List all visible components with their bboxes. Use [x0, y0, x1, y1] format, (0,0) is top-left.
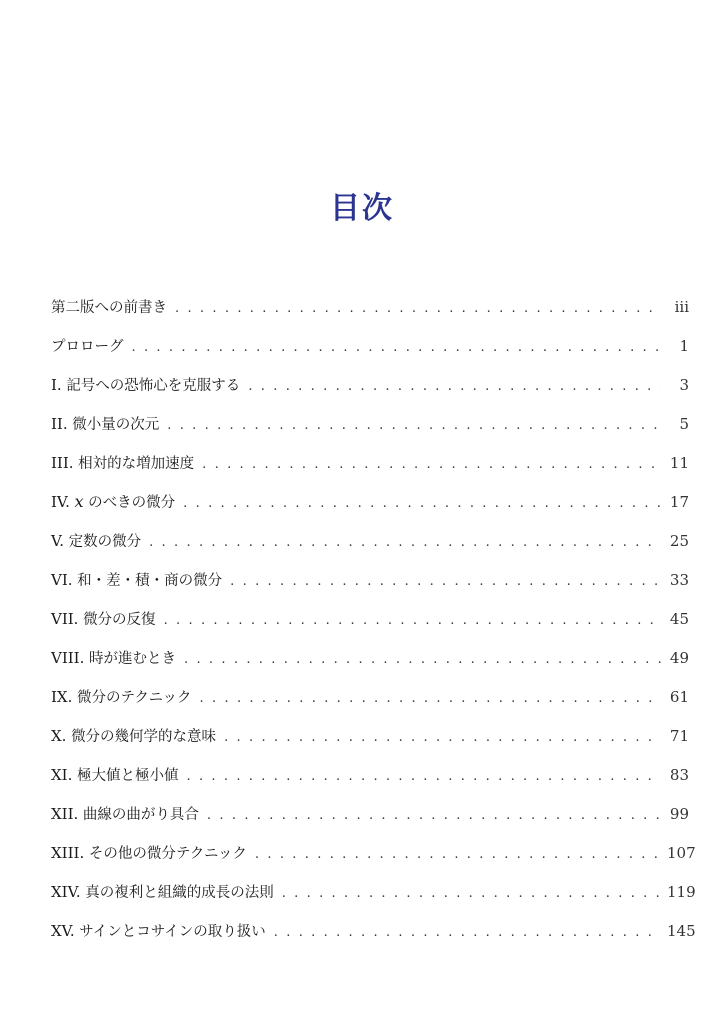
- table-of-contents: [51, 295, 696, 958]
- toc-entry[interactable]: [51, 568, 689, 607]
- page-number: 17: [669, 493, 689, 511]
- chapter-title: 微分のテクニック: [76, 690, 192, 706]
- page-number: 1: [679, 337, 689, 355]
- chapter-title: 極大値と極小値: [76, 768, 179, 784]
- toc-entry-label: [51, 568, 222, 593]
- toc-entry-label: [51, 451, 194, 476]
- chapter-title: 微分の幾何学的な意味: [71, 729, 217, 745]
- toc-entry[interactable]: [51, 295, 689, 334]
- toc-entry[interactable]: [51, 724, 689, 763]
- page-number: 107: [667, 844, 696, 862]
- toc-entry-label: [51, 335, 124, 359]
- dot-leader: [224, 726, 661, 750]
- page-number: 145: [667, 922, 696, 940]
- dot-leader: [175, 297, 661, 321]
- dot-leader: [132, 336, 662, 360]
- chapter-number: X.: [51, 727, 67, 745]
- chapter-number: XIV.: [51, 883, 81, 901]
- toc-entry[interactable]: [51, 841, 696, 880]
- page-number: 33: [669, 571, 689, 589]
- toc-entry-label: [51, 763, 178, 788]
- toc-entry[interactable]: [51, 763, 689, 802]
- dot-leader: [184, 648, 661, 672]
- chapter-title: のべきの微分: [88, 495, 176, 511]
- toc-entry[interactable]: [51, 529, 689, 568]
- dot-leader: [230, 570, 661, 594]
- chapter-number: V.: [51, 532, 64, 550]
- toc-entry[interactable]: [51, 685, 689, 724]
- dot-leader: [149, 531, 661, 555]
- toc-entry-label: [51, 724, 216, 749]
- chapter-number: XV.: [51, 922, 75, 940]
- page-title: 目次: [330, 191, 394, 226]
- chapter-number: XIII.: [51, 844, 85, 862]
- toc-entry[interactable]: [51, 607, 689, 646]
- dot-leader: [202, 453, 661, 477]
- dot-leader: [207, 804, 661, 828]
- toc-entry-label: [51, 919, 266, 944]
- toc-entry-label: [51, 646, 176, 671]
- toc-entry-label: [51, 296, 167, 320]
- chapter-title: 微分の反復: [83, 612, 156, 628]
- chapter-title: プロローグ: [51, 339, 124, 355]
- toc-entry[interactable]: [51, 412, 689, 451]
- chapter-number: IX.: [51, 688, 73, 706]
- chapter-title: 第二版への前書き: [51, 300, 167, 316]
- dot-leader: [200, 687, 661, 711]
- chapter-number: II.: [51, 415, 68, 433]
- chapter-title: サインとコサインの取り扱い: [79, 924, 266, 940]
- toc-entry[interactable]: [51, 646, 689, 685]
- toc-entry-label: [51, 880, 274, 905]
- math-variable: x: [74, 492, 84, 511]
- dot-leader: [167, 414, 661, 438]
- page-number: 11: [669, 454, 689, 472]
- chapter-number: XII.: [51, 805, 79, 823]
- toc-entry[interactable]: [51, 373, 689, 412]
- chapter-title: 記号への恐怖心を克服する: [66, 378, 241, 394]
- page-number: 45: [669, 610, 689, 628]
- dot-leader: [183, 492, 661, 516]
- page-number: iii: [674, 298, 689, 316]
- toc-entry[interactable]: [51, 919, 696, 958]
- page-number: 3: [679, 376, 689, 394]
- page-number: 49: [669, 649, 689, 667]
- dot-leader: [282, 882, 661, 906]
- toc-entry[interactable]: [51, 334, 689, 373]
- chapter-title: 相対的な増加速度: [78, 456, 195, 472]
- chapter-number: VI.: [51, 571, 73, 589]
- toc-entry[interactable]: [51, 802, 689, 841]
- page-number: 5: [679, 415, 689, 433]
- toc-entry[interactable]: [51, 490, 689, 529]
- dot-leader: [248, 375, 661, 399]
- chapter-number: VII.: [51, 610, 79, 628]
- dot-leader: [255, 843, 661, 867]
- chapter-number: I.: [51, 376, 62, 394]
- chapter-title: 定数の微分: [68, 534, 142, 550]
- toc-entry[interactable]: [51, 880, 696, 919]
- page-number: 61: [669, 688, 689, 706]
- dot-leader: [274, 921, 661, 945]
- toc-entry[interactable]: [51, 451, 689, 490]
- page-number: 71: [669, 727, 689, 745]
- page-number: 25: [669, 532, 689, 550]
- page-number: 119: [667, 883, 696, 901]
- dot-leader: [186, 765, 661, 789]
- chapter-number: XI.: [51, 766, 73, 784]
- chapter-title: 曲線の曲がり具合: [82, 807, 199, 823]
- page-number: 83: [669, 766, 689, 784]
- toc-entry-label: [51, 802, 199, 827]
- chapter-title: 真の複利と組織的成長の法則: [85, 885, 274, 901]
- toc-entry-label: [51, 373, 240, 398]
- toc-entry-label: [51, 412, 159, 437]
- chapter-title: 時が進むとき: [89, 651, 176, 667]
- toc-entry-label: [51, 685, 192, 710]
- toc-entry-label: [51, 607, 156, 632]
- toc-entry-label: [51, 490, 175, 515]
- toc-entry-label: [51, 529, 141, 554]
- chapter-number: VIII.: [51, 649, 85, 667]
- chapter-number: IV.: [51, 493, 70, 511]
- chapter-title: 微小量の次元: [72, 417, 160, 433]
- page-number: 99: [669, 805, 689, 823]
- dot-leader: [164, 609, 661, 633]
- chapter-title: 和・差・積・商の微分: [77, 573, 223, 589]
- toc-entry-label: [51, 841, 247, 866]
- chapter-title: その他の微分テクニック: [88, 846, 247, 862]
- chapter-number: III.: [51, 454, 74, 472]
